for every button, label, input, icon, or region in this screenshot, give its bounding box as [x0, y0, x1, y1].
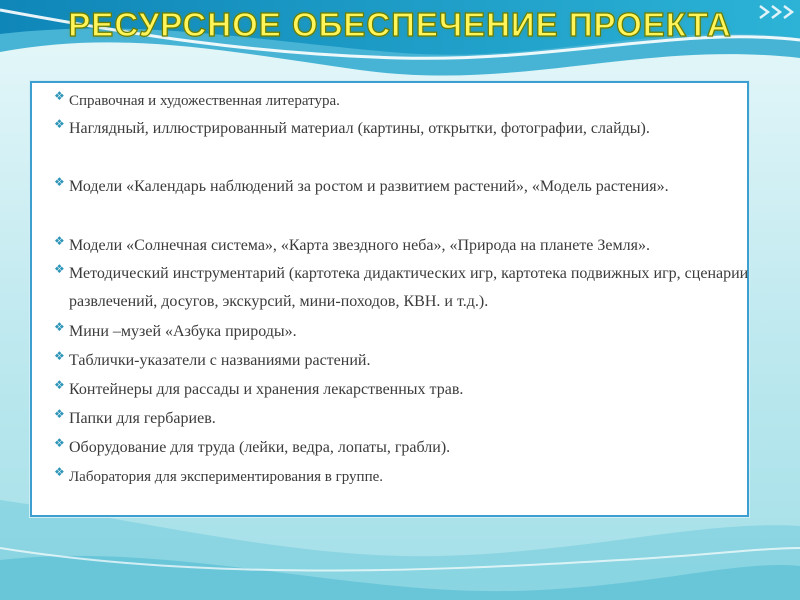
diamond-dots-bullet-icon: ❖ [54, 465, 65, 479]
diamond-dots-bullet-icon: ❖ [54, 378, 65, 392]
diamond-dots-bullet-icon: ❖ [54, 234, 65, 248]
diamond-dots-bullet-icon: ❖ [54, 436, 65, 450]
diamond-dots-bullet-icon: ❖ [54, 117, 65, 131]
slide-title: РЕСУРСНОЕ ОБЕСПЕЧЕНИЕ ПРОЕКТА [68, 6, 732, 43]
diamond-dots-bullet-icon: ❖ [54, 262, 65, 276]
diamond-dots-bullet-icon: ❖ [54, 175, 65, 189]
diamond-dots-bullet-icon: ❖ [54, 320, 65, 334]
diamond-dots-bullet-icon: ❖ [54, 349, 65, 363]
diamond-dots-bullet-icon: ❖ [54, 407, 65, 421]
diamond-dots-bullet-icon: ❖ [54, 89, 65, 103]
content-panel: ❖ Справочная и художественная литература. ❖ Наглядный, иллюстрированный материал (картины, открытки, фотографии, слайды). ❖ Модели «Календарь наблюдений за ростом и развитием растений», «Модель растения». ❖ Модели «Солнечная система», «Карта звездного неба», «Природа на планете Земля». ❖ Методический инструментарий (картотека дидактических игр, картотека подвижных игр, сценарии развлечений, досугов, экскурсий, мини-походов, КВН. и т.д.). ❖ Мини –музей «Азбука природы». ❖ Таблички-указатели с названиями растений. ❖ Контейнеры для рассады и хранения лекарственных трав. ❖ Папки для гербариев. ❖ Оборудование для труда (лейки, ведра, лопаты, грабли). ❖ Лаборатория для экспериментирования в группе. [30, 81, 749, 517]
